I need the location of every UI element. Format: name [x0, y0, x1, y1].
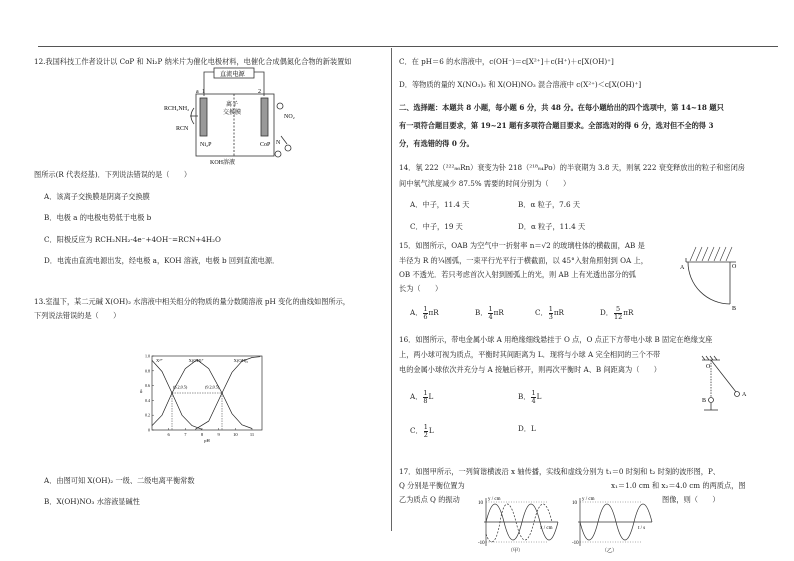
- q13-option-d: D．等物质的量的 X(NO₃)₂ 和 X(OH)NO₃ 混合溶液中 c(X²⁺)＜c[X(OH)⁺]: [399, 80, 642, 89]
- svg-text:O: O: [706, 364, 711, 370]
- svg-text:10: 10: [572, 501, 577, 506]
- q14-stem-continued: 间中氡气浓度减少 87.5% 需要的时间分别为（ ）: [399, 179, 571, 188]
- q15-stem-3: OB 不透光．若只考虑首次入射到圆弧上的光，则 AB 上有光透出部分的弧: [399, 270, 636, 279]
- svg-text:A: A: [680, 265, 685, 271]
- y-axis-label: δ: [140, 390, 143, 395]
- q13-option-b: B．X(OH)NO₃ 水溶液显碱性: [44, 497, 140, 506]
- q12-electrolysis-diagram: [160, 66, 300, 170]
- svg-text:Ni₂P: Ni₂P: [200, 142, 212, 148]
- q14-option-a: A．中子，11.4 天: [410, 200, 470, 209]
- q16-option-a: A． $\frac{1}{8}$ L: [410, 389, 434, 405]
- q16-stem-2: 上，两小球可视为质点，平衡时其间距离为 L．现将与小球 A 完全相同的三个不带: [399, 350, 661, 359]
- x-tick-label: 9: [217, 432, 220, 437]
- q13-option-a: A．由图可知 X(OH)₂ 一级、二级电离平衡常数: [44, 476, 195, 485]
- q13-stem-continued: 下列说法错误的是（ ）: [34, 311, 121, 320]
- q12-option-b: B．电极 a 的电极电势低于电极 b: [44, 213, 152, 222]
- svg-text:（乙）: （乙）: [602, 549, 618, 554]
- electrode-a: [200, 98, 207, 136]
- series-label: X(OH)⁺: [188, 357, 204, 363]
- q16-stem-3: 电的金属小球依次并充分与 A 接触后移开，则再次平衡时 A、B 间距离为（ ）: [399, 365, 661, 374]
- y-tick-label: 0.8: [145, 368, 150, 374]
- q15-stem: 15．如图所示，OAB 为空气中一折射率 n＝√2 的玻璃柱体的横截面，AB 是: [399, 241, 645, 250]
- q15-stem-4: 长为（ ）: [399, 284, 443, 293]
- q14-option-c: C．中子，19 天: [410, 222, 463, 231]
- q15-figure: [678, 242, 748, 312]
- svg-text:CoP: CoP: [260, 142, 271, 148]
- series-line-1: [152, 357, 252, 429]
- x-tick-label: 10: [233, 432, 238, 437]
- svg-text:交换膜: 交换膜: [223, 110, 242, 116]
- section-title: 二、选择题：本题共 8 小题，每小题 6 分，共 48 分。在每小题给出的四个选项中，第 14~18 题只: [399, 103, 724, 112]
- q16-option-c: C． $\frac{1}{2}$ L: [410, 423, 434, 439]
- y-tick-label: 1.0: [145, 353, 150, 359]
- svg-text:N: N: [276, 140, 281, 146]
- svg-text:1: 1: [202, 89, 205, 95]
- q15-option-c: C． $\frac{1}{3}$ πR: [535, 305, 564, 321]
- electrode-b: [261, 98, 268, 136]
- q15-option-d: D． $\frac{5}{12}$ πR: [600, 305, 634, 321]
- crossing-point: [221, 392, 223, 394]
- svg-text:x / cm: x / cm: [540, 526, 553, 531]
- y-tick-label: 0.4: [145, 397, 150, 403]
- svg-text:离子: 离子: [226, 102, 239, 108]
- svg-text:A: A: [742, 392, 747, 398]
- q17-stem: 17．如图甲所示，一列简谐横波沿 x 轴传播，实线和虚线分别为 t₁＝0 时刻和 t₂ 时刻的波形图，P、: [399, 467, 720, 476]
- svg-text:KOH溶液: KOH溶液: [210, 160, 235, 166]
- section-title-line2: 有一项符合题目要求，第 19~21 题有多项符合题目要求。全部选对的得 6 分，选对但不全的得 3: [399, 121, 714, 130]
- x-tick-label: 7: [184, 432, 187, 437]
- svg-text:NO₂: NO₂: [284, 114, 295, 120]
- q13-stem: 13.室温下，某二元碱 X(OH)₂ 水溶液中相关组分的物质的量分数随溶液 pH 变化的曲线如图所示，: [34, 297, 350, 306]
- q14-option-d: D．α 粒子，11.4 天: [518, 222, 586, 231]
- series-label: X²⁺: [156, 357, 163, 363]
- svg-text:B: B: [732, 306, 737, 312]
- q14-stem: 14．氡 222（²²²₈₆Rn）衰变为钋 218（²¹⁸₈₄Po）的半衰期为 3.8 天，则氡 222 衰变释放出的粒子和密闭房: [399, 163, 745, 172]
- svg-text:a: a: [196, 89, 199, 95]
- svg-text:y / cm: y / cm: [582, 497, 595, 502]
- q12-option-c: C．阳极反应为 RCH₂NH₂-4e⁻+4OH⁻=RCN+4H₂O: [44, 235, 221, 244]
- svg-text:y / cm: y / cm: [488, 497, 501, 502]
- y-tick-label: 0.2: [145, 412, 150, 418]
- svg-text:O: O: [732, 264, 737, 270]
- q16-figure: [696, 354, 756, 414]
- x-axis-label: pH: [204, 438, 210, 443]
- q12-option-a: A．该离子交换膜是阴离子交换膜: [44, 192, 150, 201]
- q17-figure-yi: [572, 494, 656, 554]
- q17-stem-2b: x₁＝1.0 cm 和 x₂＝4.0 cm 的两质点，图: [611, 481, 746, 490]
- svg-text:2: 2: [258, 89, 261, 95]
- y-tick-label: 0.6: [145, 383, 150, 389]
- q14-option-b: B．α 粒子，7.6 天: [518, 200, 581, 209]
- q12-stem: 12.我国科技工作者设计以 CoP 和 Ni₂P 纳米片为催化电极材料，电催化合成偶氮化合物的新装置如: [34, 57, 352, 66]
- series-label: X(OH)₂: [233, 357, 248, 363]
- q17-stem-2: Q 分别是平衡位置为: [399, 481, 465, 490]
- svg-text:-10: -10: [478, 541, 485, 546]
- svg-text:B: B: [702, 398, 707, 404]
- q12-option-d: D．电流由直流电源出发，经电极 a，KOH 溶液，电极 b 回到直流电源．: [44, 256, 280, 265]
- header-rule: [38, 46, 778, 47]
- svg-text:10: 10: [478, 501, 483, 506]
- section-title-line3: 分，有选错的得 0 分。: [399, 139, 474, 148]
- q16-option-d: D．L: [518, 424, 536, 433]
- x-tick-label: 8: [200, 432, 204, 437]
- y-tick-label: 0: [148, 427, 150, 433]
- x-tick-label: 11: [249, 432, 255, 437]
- distribution-chart: [138, 352, 268, 446]
- svg-text:RCN: RCN: [176, 126, 189, 132]
- point-annotation: (9.2,0.5): [205, 384, 220, 390]
- svg-text:-10: -10: [572, 541, 579, 546]
- svg-text:t / s: t / s: [638, 526, 646, 531]
- q12-stem-continued: 图所示(R 代表烃基)．下列说法错误的是（ ）: [34, 170, 192, 179]
- q16-stem: 16．如图所示，带电金属小球 A 用绝缘细线悬挂于 O 点，O 点正下方带电小球 B 固定在绝缘支座: [399, 335, 713, 344]
- q15-option-b: B． $\frac{1}{4}$ πR: [475, 305, 504, 321]
- column-divider: [391, 48, 392, 531]
- q15-option-a: A． $\frac{1}{6}$ πR: [410, 305, 439, 321]
- crossing-point: [171, 392, 173, 394]
- svg-text:（甲）: （甲）: [508, 549, 524, 554]
- q17-figure-jia: [478, 494, 562, 554]
- x-tick-label: 6: [167, 432, 170, 437]
- q16-option-b: B． $\frac{1}{4}$ L: [518, 389, 542, 405]
- q17-stem-3: 乙为质点 Q 的振动: [399, 495, 460, 504]
- q13-option-c: C．在 pH＝6 的水溶液中，c(OH⁻)＝c[X²⁺]＋c(H⁺)＋c[X(OH)⁺]: [399, 57, 614, 66]
- power-supply-label: 直流电源: [220, 71, 245, 78]
- point-annotation: (6.2,0.5): [173, 384, 188, 390]
- svg-text:RCH₂NH₂: RCH₂NH₂: [164, 106, 190, 112]
- q17-stem-3b: 图像，则（ ）: [662, 495, 720, 504]
- q15-stem-2: 半径为 R 的¼圆弧，一束平行光平行于横截面，以 45°入射角照射到 OA 上，: [399, 256, 648, 265]
